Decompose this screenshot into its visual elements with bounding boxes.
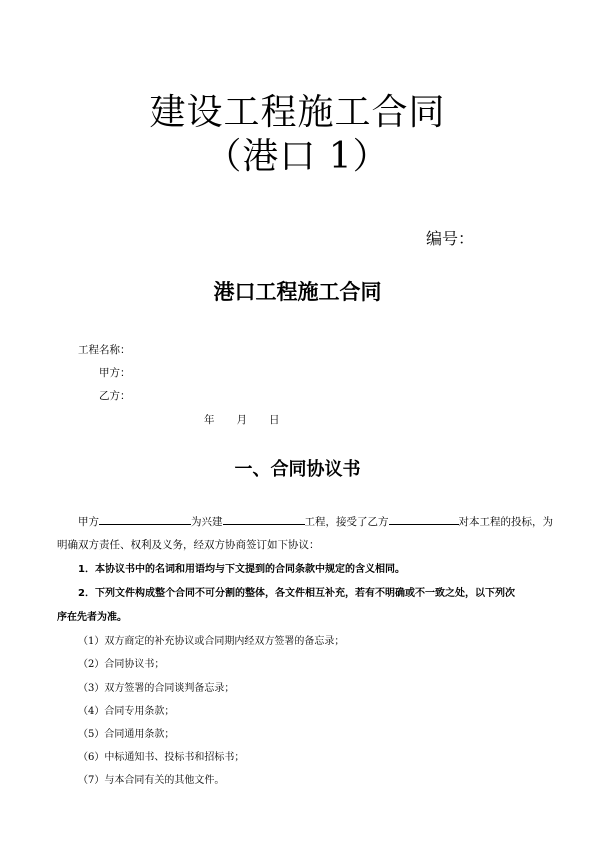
blank-field-party-a — [99, 514, 191, 525]
intro-paragraph — [78, 514, 553, 529]
main-subtitle: （港口 1） — [205, 136, 390, 177]
list-item: （1）双方商定的补充协议或合同期内经双方签署的备忘录； — [78, 636, 345, 647]
list-item: （4）合同专用条款； — [78, 706, 175, 717]
party-b-label: 乙方： — [99, 390, 131, 402]
clause-1: 1．本协议书中的名词和用语均与下文提到的合同条款中规定的含义相同。 — [78, 564, 405, 575]
intro-text-4: 对本工程的投标，为 — [458, 516, 553, 528]
list-item: （6）中标通知书、投标书和招标书； — [78, 752, 245, 763]
date-year: 年 — [204, 414, 215, 426]
party-a-label: 甲方： — [99, 367, 131, 379]
date-day: 日 — [269, 414, 280, 426]
list-item: （7）与本合同有关的其他文件。 — [78, 775, 225, 786]
serial-number-label: 编号： — [426, 229, 475, 248]
date-month: 月 — [236, 414, 247, 426]
list-item: （3）双方签署的合同谈判备忘录； — [78, 683, 235, 694]
blank-field-project — [223, 514, 305, 525]
clause-2: 2．下列文件构成整个合同不可分割的整体，各文件相互补充，若有不明确或不一致之处，以下列次 — [78, 588, 515, 599]
list-item: （2）合同协议书； — [78, 659, 165, 670]
main-title: 建设工程施工合同 — [149, 92, 446, 133]
intro-text-2: 为兴建 — [191, 516, 223, 528]
section-heading: 一、合同协议书 — [234, 459, 361, 480]
date-line — [204, 412, 280, 427]
list-item: （5）合同通用条款； — [78, 729, 175, 740]
contract-title: 港口工程施工合同 — [213, 280, 382, 304]
project-name-label: 工程名称： — [78, 344, 131, 356]
intro-paragraph-line2: 明确双方责任、权利及义务，经双方协商签订如下协议： — [57, 539, 320, 551]
clause-2-continued: 序在先者为准。 — [57, 612, 127, 623]
intro-text-1: 甲方 — [78, 516, 99, 528]
intro-text-3: 工程，接受了乙方 — [304, 516, 389, 528]
blank-field-party-b — [389, 514, 459, 525]
